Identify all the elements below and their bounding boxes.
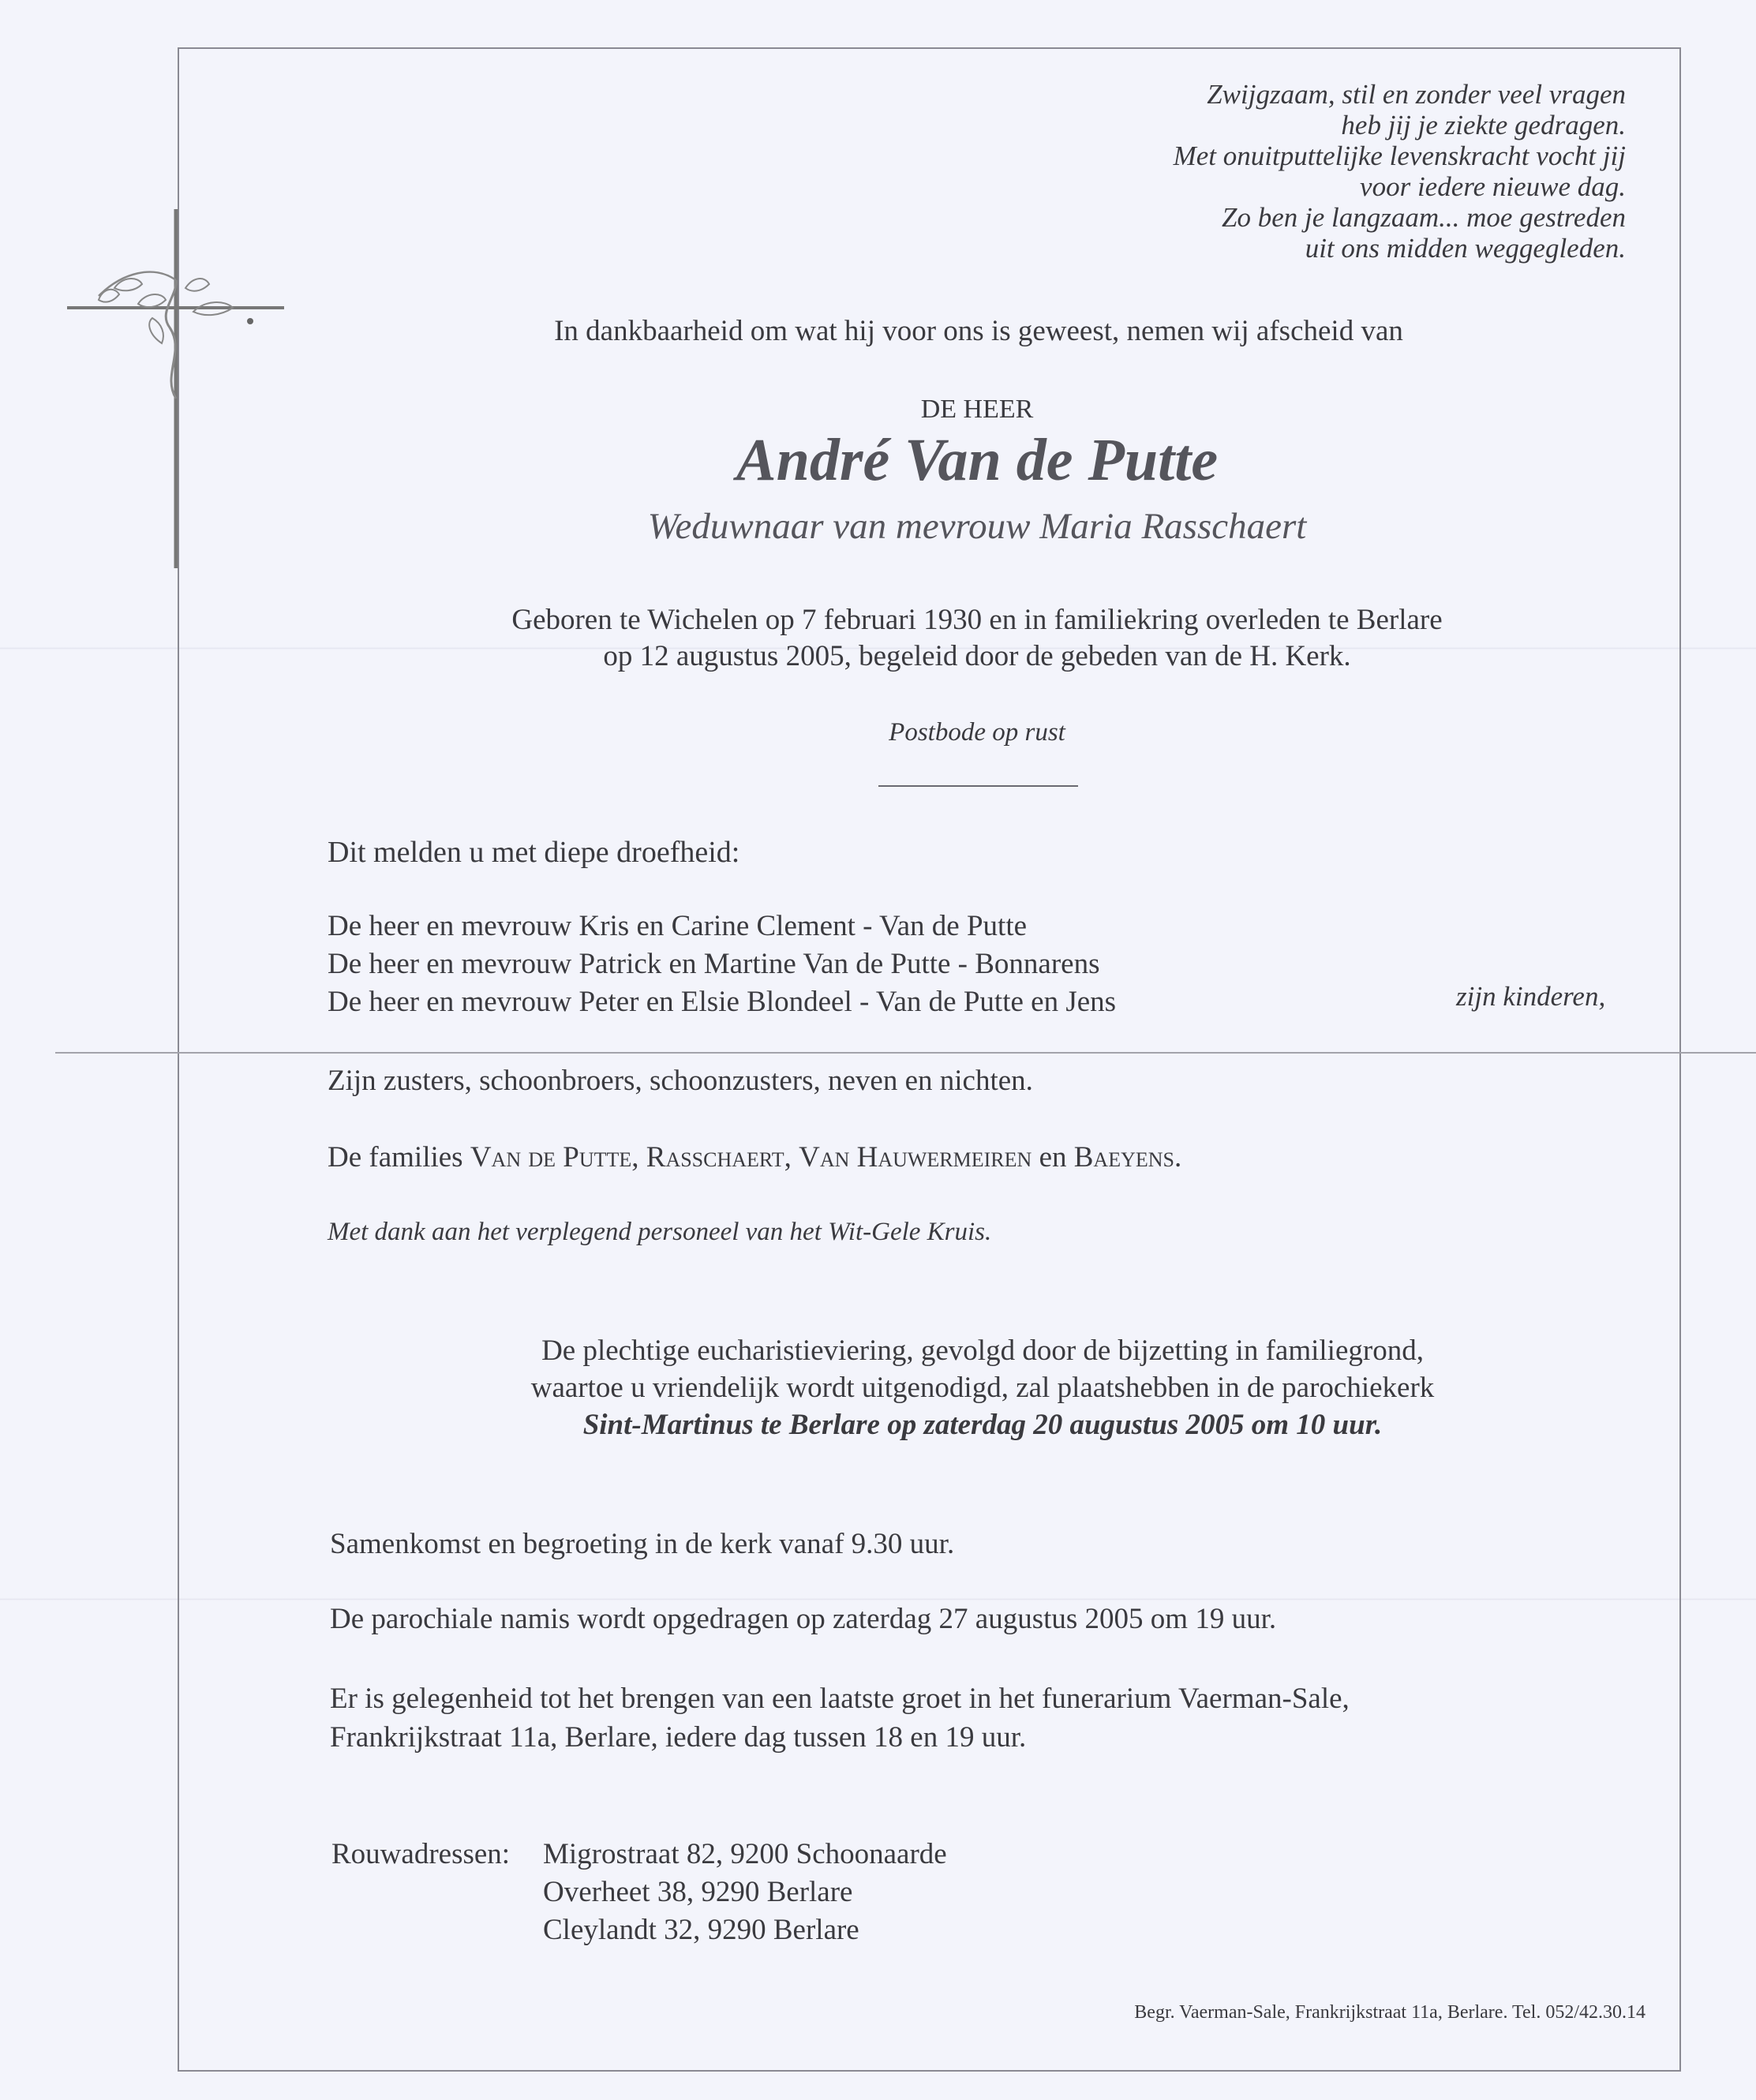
family-name: Rasschaert xyxy=(646,1141,784,1174)
address-line: Migrostraat 82, 9200 Schoonaarde xyxy=(543,1838,947,1870)
divider xyxy=(878,785,1078,787)
families-prefix: De families xyxy=(328,1141,463,1174)
parish-mass-line: De parochiale namis wordt opgedragen op zaterdag 27 augustus 2005 om 19 uur. xyxy=(330,1603,1277,1635)
fold-line xyxy=(55,1052,1756,1054)
mass-line: waartoe u vriendelijk wordt uitgenodigd, zal plaatshebben in de parochiekerk xyxy=(530,1372,1435,1404)
poem xyxy=(915,79,1626,264)
list-item: De heer en mevrouw Kris en Carine Clement - Van de Putte xyxy=(328,910,1028,942)
families-line xyxy=(328,1140,1181,1174)
family-name: Baeyens xyxy=(1073,1141,1174,1174)
poem-line: uit ons midden weggegleden. xyxy=(1305,233,1626,264)
birth-death-line: Geboren te Wichelen op 7 februari 1930 en in familiekring overleden te Berlare xyxy=(511,604,1443,636)
deceased-name-text: André Van de Putte xyxy=(736,427,1219,493)
honorific-text: DE HEER xyxy=(920,395,1034,424)
address-first-row xyxy=(331,1836,947,1874)
family-name: Van Hauwermeiren xyxy=(799,1141,1032,1174)
visit-line: Frankrijkstraat 11a, Berlare, iedere dag tussen 18 en 19 uur. xyxy=(330,1721,1027,1754)
poem-line: Zo ben je langzaam... moe gestreden xyxy=(1222,202,1626,233)
families-end: . xyxy=(1174,1141,1182,1174)
mourning-addresses xyxy=(331,1836,947,1949)
card-frame xyxy=(178,47,1681,2072)
intro-text: In dankbaarheid om wat hij voor ons is geweest, nemen wij afscheid van xyxy=(554,315,1403,347)
siblings-line: Zijn zusters, schoonbroers, schoonzusters, neven en nichten. xyxy=(328,1065,1033,1097)
children-list xyxy=(328,908,1116,1021)
families-separator: , xyxy=(631,1141,639,1174)
profession-text: Postbode op rust xyxy=(889,718,1065,747)
families-separator: , xyxy=(784,1141,792,1174)
poem-line: Met onuitputtelijke levenskracht vocht jij xyxy=(1173,140,1626,171)
poem-line: Zwijgzaam, stil en zonder veel vragen xyxy=(1207,79,1626,110)
funeral-director-footer: Begr. Vaerman-Sale, Frankrijkstraat 11a, Berlare. Tel. 052/42.30.14 xyxy=(1134,2002,1646,2023)
children-role: zijn kinderen, xyxy=(1456,981,1606,1012)
list-item: De heer en mevrouw Peter en Elsie Blondeel - Van de Putte en Jens xyxy=(328,986,1117,1018)
list-item: De heer en mevrouw Patrick en Martine Van de Putte - Bonnarens xyxy=(328,948,1100,980)
addresses-label: Rouwadressen: xyxy=(331,1838,511,1870)
poem-line: heb jij je ziekte gedragen. xyxy=(1341,110,1626,140)
poem-line: voor iedere nieuwe dag. xyxy=(1360,171,1626,202)
cross-with-branch-icon xyxy=(67,209,288,568)
birth-death-line: op 12 augustus 2005, begeleid door de gebeden van de H. Kerk. xyxy=(603,640,1351,672)
thanks-line: Met dank aan het verplegend personeel van het Wit-Gele Kruis. xyxy=(328,1218,992,1246)
mass-line: De plechtige eucharistieviering, gevolgd door de bijzetting in familiegrond, xyxy=(541,1334,1424,1367)
mass-date-line: Sint-Martinus te Berlare op zaterdag 20 augustus 2005 om 10 uur. xyxy=(582,1409,1383,1441)
announcement-heading: Dit melden u met diepe droefheid: xyxy=(328,836,740,869)
family-name: Van de Putte xyxy=(470,1141,632,1174)
visit-info xyxy=(330,1679,1350,1757)
address-line: Cleylandt 32, 9290 Berlare xyxy=(543,1914,859,1946)
address-line: Overheet 38, 9290 Berlare xyxy=(543,1876,853,1908)
meeting-line: Samenkomst en begroeting in de kerk vanaf 9.30 uur. xyxy=(330,1528,955,1560)
widower-text: Weduwnaar van mevrouw Maria Rasschaert xyxy=(647,506,1307,547)
visit-line: Er is gelegenheid tot het brengen van een laatste groet in het funerarium Vaerman-Sale, xyxy=(330,1683,1350,1715)
families-conjunction: en xyxy=(1039,1141,1067,1174)
